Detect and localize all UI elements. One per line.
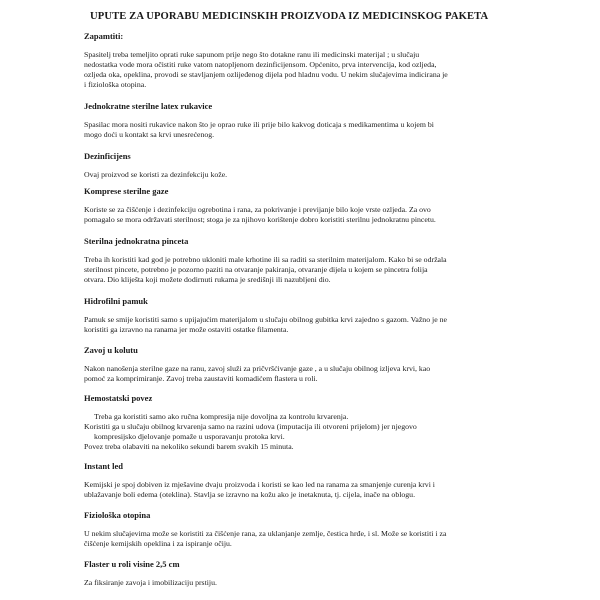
section-paragraph	[84, 120, 554, 140]
section-heading: Dezinficijens	[84, 151, 131, 161]
section-fizioloska	[84, 510, 554, 549]
paragraph-line: Treba ga koristiti samo ako ručna kompresija nije dovoljna za kontrolu krvarenja.	[94, 412, 349, 421]
section-flaster	[84, 559, 554, 588]
section-pinceta	[84, 236, 554, 285]
section-paragraph	[84, 255, 554, 285]
section-heading: Hidrofilni pamuk	[84, 296, 148, 306]
section-heading: Zapamtiti:	[84, 31, 124, 41]
section-zavoj	[84, 345, 554, 384]
paragraph-line: Treba ih koristiti kad god je potrebno ukloniti male krhotine ili sa raditi sa sterilnim materijalom. Kako bi se održala	[84, 255, 447, 264]
paragraph-line: mogo doći u kontakt sa krvi unesrećenog.	[84, 129, 215, 139]
document-title: UPUTE ZA UPORABU MEDICINSKIH PROIZVODA IZ MEDICINSKOG PAKETA	[90, 11, 489, 22]
paragraph-line: Koristiti ga u slučaju obilnog krvarenja samo na razini udova (imputacija ili otvoreni prijelom) jer njegovo	[84, 421, 417, 431]
section-komprese	[84, 186, 554, 225]
section-dezinficijens	[84, 151, 554, 180]
section-heading: Jednokratne sterilne latex rukavice	[84, 101, 213, 111]
section-instant-led	[84, 461, 554, 500]
paragraph-line: pomoć za komprimiranje. Zavoj treba zaustaviti komadićem flastera u roli.	[84, 373, 318, 383]
section-heading: Hemostatski povez	[84, 393, 153, 403]
paragraph-line: koristiti ga izravno na ranama jer može ostaviti ostatke filamenta.	[84, 324, 289, 334]
section-heading: Fiziološka otopina	[84, 510, 151, 520]
paragraph-line: pomagalo se mora održavati sterilnost; stoga je za njihovo korištenje dobro koristiti sterilnu jednokratnu pincetu.	[84, 214, 436, 224]
paragraph-line: kompresijsko djelovanje pomaže u usporavanju protoka krvi.	[94, 431, 285, 441]
paragraph-line: Ovaj proizvod se koristi za dezinfekciju kože.	[84, 170, 228, 179]
section-heading: Zavoj u kolutu	[84, 345, 138, 355]
section-paragraph	[84, 578, 554, 588]
paragraph-line: i fiziološka otopina.	[84, 79, 147, 89]
section-paragraph	[84, 205, 554, 225]
section-paragraph	[84, 170, 554, 180]
paragraph-line: sterilnost pincete, potrebno je pozorno paziti na otvaranje pakiranja, otvaranje dijela u kojem se pincetra folija	[84, 264, 428, 274]
section-paragraph	[84, 480, 554, 500]
paragraph-line: nedostatka vode mora očistiti ruke vatom natopljenom dezinficijensom. Općenito, prva intervencija, kod ozljeda,	[84, 59, 437, 69]
section-paragraph	[84, 412, 554, 452]
section-paragraph	[84, 50, 554, 90]
paragraph-line: Kemijski je spoj dobiven iz mješavine dvaju proizvoda i koristi se kao led na ranama za smanjenje curenja krvi i	[84, 480, 435, 489]
section-heading: Sterilna jednokratna pinceta	[84, 236, 189, 246]
section-heading: Flaster u roli visine 2,5 cm	[84, 559, 180, 569]
paragraph-line: Nakon nanošenja sterilne gaze na ranu, zavoj služi za pričvršćivanje gaze , a u slučaju obilnog izljeva krvi, kao	[84, 364, 431, 373]
section-heading: Instant led	[84, 461, 123, 471]
paragraph-line: otvara. Dio kliješta koji možete dodirnuti rukama je središnji ili nazubljeni dio.	[84, 274, 331, 284]
paragraph-line: čišćenje kemijskih opeklina i za ispiranje očiju.	[84, 538, 232, 548]
paragraph-line: Pamuk se smije koristiti samo s upijajućim materijalom u slučaju obilnog gubitka krvi zajedno s gazom. Važno je ne	[84, 315, 447, 324]
section-pamuk	[84, 296, 554, 335]
section-rukavice	[84, 101, 554, 140]
paragraph-line: U nekim slučajevima može se koristiti za čišćenje rana, za uklanjanje zemlje, čestica hrđe, i sl. Može se koristiti i za	[84, 529, 447, 538]
paragraph-line: Spasilac mora nositi rukavice nakon što je oprao ruke ili prije bilo kakvog doticaja s medikamentima u kojem bi	[84, 120, 434, 129]
section-paragraph	[84, 529, 554, 549]
paragraph-line: Za fiksiranje zavoja i imobilizaciju prstiju.	[84, 578, 217, 587]
section-paragraph	[84, 315, 554, 335]
paragraph-line: ozljeda oka, opeklina, provodi se stavljanjem ozlijeđenog dijela pod hladnu vodu. U nekim slučajevima indicirana je	[84, 69, 448, 79]
paragraph-line: ublažavanje boli edema (oteklina). Stavlja se izravno na kožu ako je inetaknuta, tj. cijela, inače na oblogu.	[84, 489, 416, 499]
paragraph-line: Povez treba olabaviti na nekoliko sekundi barem svakih 15 minuta.	[84, 441, 294, 451]
section-zapamtiti	[84, 31, 554, 90]
paragraph-line: Koriste se za čišćenje i dezinfekciju ogrebotina i rana, za pokrivanje i previjanje bilo koje vrste ozljeda. Za ovo	[84, 205, 431, 214]
paragraph-line: Spasitelj treba temeljito oprati ruke sapunom prije nego što dotakne ranu ili medicinski materijal ; u slučaju	[84, 50, 420, 59]
section-hemostatski	[84, 393, 554, 452]
section-heading: Komprese sterilne gaze	[84, 186, 169, 196]
section-paragraph	[84, 364, 554, 384]
